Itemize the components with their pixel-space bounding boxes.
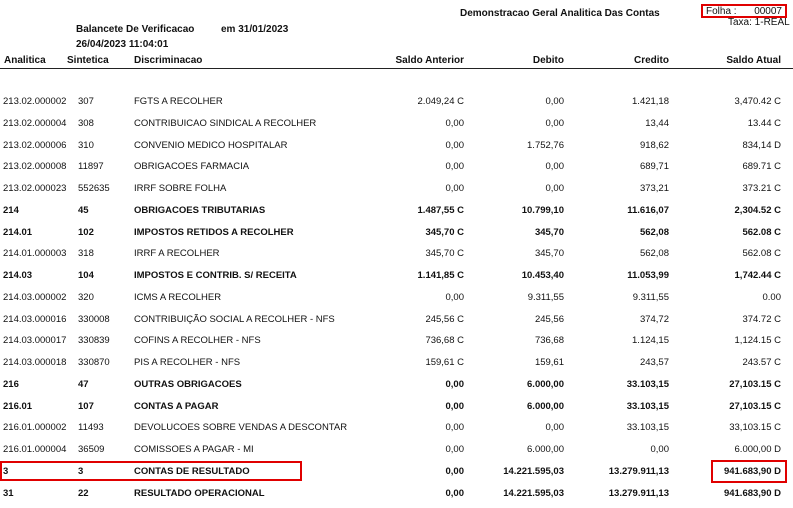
col-header-sintetica: Sintetica [67,55,109,66]
cell-saldo-anterior: 245,56 C [425,314,464,325]
cell-credito: 374,72 [639,314,669,325]
cell-credito: 13.279.911,13 [608,488,669,499]
cell-analitica: 213.02.000004 [3,118,67,129]
cell-discriminacao: IMPOSTOS RETIDOS A RECOLHER [134,227,294,238]
col-header-saldo-anterior: Saldo Anterior [395,55,464,66]
cell-saldo-anterior: 0,00 [445,183,464,194]
cell-saldo-atual: 834,14 D [742,140,781,151]
cell-credito: 13.279.911,13 [608,466,669,477]
cell-saldo-anterior: 0,00 [445,379,464,390]
cell-credito: 11.053,99 [627,270,669,281]
cell-saldo-atual: 374.72 C [742,314,781,325]
cell-saldo-atual: 562.08 C [742,248,781,259]
cell-discriminacao: OBRIGACOES FARMACIA [134,161,250,172]
cell-saldo-anterior: 1.141,85 C [417,270,464,281]
cell-saldo-anterior: 736,68 C [425,335,464,346]
cell-discriminacao: CONTRIBUIÇÃO SOCIAL A RECOLHER - NFS [134,314,335,325]
cell-debito: 9.311,55 [527,292,564,303]
page-number: 00007 [754,6,782,17]
table-row [0,483,793,505]
cell-credito: 243,57 [639,357,669,368]
cell-discriminacao: FGTS A RECOLHER [134,96,223,107]
cell-discriminacao: PIS A RECOLHER - NFS [134,357,241,368]
table-row [0,243,793,265]
cell-saldo-atual: 13.44 C [747,118,781,129]
page-label: Folha : [706,6,737,17]
cell-saldo-atual: 1,742.44 C [734,270,781,281]
col-header-debito: Debito [532,55,564,66]
reference-date: em 31/01/2023 [221,24,289,35]
col-header-discriminacao: Discriminacao [134,55,203,66]
cell-sintetica: 22 [78,488,89,499]
cell-saldo-atual: 941.683,90 D [723,488,781,499]
report-timestamp: 26/04/2023 11:04:01 [76,39,169,50]
cell-discriminacao: IMPOSTOS E CONTRIB. S/ RECEITA [134,270,297,281]
cell-analitica: 214.03.000018 [3,357,67,368]
cell-saldo-anterior: 1.487,55 C [417,205,464,216]
table-row [0,417,793,439]
cell-sintetica: 11897 [78,161,104,172]
cell-discriminacao: CONVENIO MEDICO HOSPITALAR [134,140,288,151]
cell-credito: 562,08 [639,248,669,259]
cell-debito: 10.453,40 [521,270,564,281]
cell-credito: 689,71 [639,161,669,172]
cell-sintetica: 36509 [78,444,105,455]
report-title: Demonstracao Geral Analitica Das Contas [460,8,660,19]
cell-saldo-anterior: 0,00 [445,140,464,151]
highlight-contas-resultado [0,461,302,481]
cell-credito: 562,08 [639,227,669,238]
cell-saldo-anterior: 2.049,24 C [417,96,464,107]
cell-credito: 33.103,15 [626,422,669,433]
cell-discriminacao: CONTRIBUICAO SINDICAL A RECOLHER [134,118,317,129]
report-name: Balancete De Verificacao [76,24,195,35]
cell-saldo-atual: 6.000,00 D [734,444,781,455]
cell-analitica: 3 [3,466,9,477]
cell-debito: 0,00 [545,422,564,433]
cell-debito: 345,70 [534,248,564,259]
cell-sintetica: 11493 [78,422,104,433]
cell-saldo-anterior: 0,00 [445,466,464,477]
header-divider [0,68,793,69]
cell-discriminacao: CONTAS A PAGAR [134,401,219,412]
cell-sintetica: 107 [78,401,94,412]
cell-debito: 159,61 [534,357,564,368]
cell-analitica: 214 [3,205,19,216]
cell-discriminacao: RESULTADO OPERACIONAL [134,488,265,499]
cell-saldo-atual: 562.08 C [742,227,781,238]
cell-analitica: 216.01.000002 [3,422,67,433]
cell-saldo-atual: 33,103.15 C [729,422,781,433]
cell-analitica: 214.01 [3,227,33,238]
cell-saldo-anterior: 159,61 C [425,357,464,368]
cell-analitica: 31 [3,488,14,499]
col-header-saldo-atual: Saldo Atual [726,55,781,66]
table-row [0,135,793,157]
cell-credito: 0,00 [650,444,669,455]
table-row [0,287,793,309]
table-row [0,200,793,222]
cell-saldo-atual: 2,304.52 C [734,205,781,216]
cell-analitica: 216.01 [3,401,33,412]
cell-debito: 10.799,10 [521,205,564,216]
cell-saldo-atual: 27,103.15 C [729,401,781,412]
cell-analitica: 213.02.000023 [3,183,67,194]
cell-discriminacao: DEVOLUCOES SOBRE VENDAS A DESCONTAR [134,422,348,433]
cell-sintetica: 308 [78,118,94,129]
cell-saldo-atual: 0.00 [762,292,781,303]
cell-debito: 1.752,76 [527,140,564,151]
cell-saldo-anterior: 0,00 [445,118,464,129]
cell-saldo-anterior: 0,00 [445,292,464,303]
cell-sintetica: 47 [78,379,89,390]
cell-discriminacao: OUTRAS OBRIGACOES [134,379,242,390]
cell-saldo-anterior: 0,00 [445,422,464,433]
cell-sintetica: 102 [78,227,94,238]
cell-analitica: 214.01.000003 [3,248,67,259]
table-row [0,113,793,135]
cell-sintetica: 330839 [78,335,110,346]
cell-debito: 0,00 [545,161,564,172]
cell-credito: 1.421,18 [632,96,669,107]
table-row [0,396,793,418]
cell-saldo-anterior: 0,00 [445,444,464,455]
cell-sintetica: 307 [78,96,94,107]
table-row [0,330,793,352]
cell-credito: 9.311,55 [632,292,669,303]
cell-sintetica: 330870 [78,357,110,368]
cell-sintetica: 3 [78,466,84,477]
cell-debito: 6.000,00 [527,379,564,390]
cell-saldo-anterior: 0,00 [445,401,464,412]
cell-saldo-atual: 689.71 C [742,161,781,172]
cell-credito: 11.616,07 [627,205,669,216]
table-row [0,178,793,200]
cell-analitica: 213.02.000006 [3,140,67,151]
table-row [0,374,793,396]
cell-credito: 1.124,15 [632,335,669,346]
cell-debito: 245,56 [534,314,564,325]
cell-analitica: 213.02.000008 [3,161,67,172]
cell-sintetica: 104 [78,270,94,281]
cell-sintetica: 318 [78,248,94,259]
table-row [0,91,793,113]
cell-sintetica: 320 [78,292,94,303]
cell-debito: 6.000,00 [527,401,564,412]
cell-discriminacao: OBRIGACOES TRIBUTARIAS [134,205,266,216]
cell-discriminacao: COMISSOES A PAGAR - MI [134,444,254,455]
table-row [0,309,793,331]
cell-saldo-anterior: 345,70 C [425,248,464,259]
cell-credito: 373,21 [639,183,669,194]
table-row [0,265,793,287]
cell-debito: 14.221.595,03 [503,488,564,499]
cell-sintetica: 310 [78,140,94,151]
cell-analitica: 214.03 [3,270,33,281]
page-number-box [701,4,787,18]
cell-credito: 13,44 [645,118,669,129]
cell-analitica: 214.03.000017 [3,335,67,346]
cell-saldo-atual: 27,103.15 C [729,379,781,390]
cell-credito: 33.103,15 [626,401,669,412]
cell-saldo-anterior: 0,00 [445,161,464,172]
cell-discriminacao: COFINS A RECOLHER - NFS [134,335,261,346]
cell-saldo-atual: 373.21 C [742,183,781,194]
cell-credito: 33.103,15 [626,379,669,390]
cell-analitica: 216.01.000004 [3,444,67,455]
cell-debito: 6.000,00 [527,444,564,455]
cell-sintetica: 330008 [78,314,110,325]
cell-debito: 345,70 [534,227,564,238]
cell-saldo-atual: 243.57 C [742,357,781,368]
cell-sintetica: 45 [78,205,89,216]
cell-saldo-atual: 1,124.15 C [734,335,781,346]
cell-debito: 0,00 [545,118,564,129]
table-row [0,352,793,374]
cell-saldo-anterior: 345,70 C [425,227,464,238]
cell-discriminacao: IRRF SOBRE FOLHA [134,183,227,194]
col-header-analitica: Analitica [4,55,46,66]
cell-debito: 14.221.595,03 [503,466,564,477]
col-header-credito: Credito [634,55,669,66]
cell-credito: 918,62 [639,140,669,151]
table-row [0,156,793,178]
cell-discriminacao: ICMS A RECOLHER [134,292,222,303]
cell-analitica: 213.02.000002 [3,96,67,107]
cell-analitica: 214.03.000002 [3,292,67,303]
cell-debito: 0,00 [545,183,564,194]
cell-discriminacao: CONTAS DE RESULTADO [134,466,250,477]
table-row [0,222,793,244]
cell-analitica: 214.03.000016 [3,314,67,325]
currency-rate: Taxa: 1-REAL [728,17,790,28]
cell-sintetica: 552635 [78,183,110,194]
cell-discriminacao: IRRF A RECOLHER [134,248,220,259]
cell-saldo-anterior: 0,00 [445,488,464,499]
highlight-saldo-atual [711,460,787,483]
table-row [0,439,793,461]
cell-saldo-atual: 941.683,90 D [723,466,781,477]
cell-analitica: 216 [3,379,19,390]
cell-saldo-atual: 3,470.42 C [734,96,781,107]
cell-debito: 736,68 [534,335,564,346]
cell-debito: 0,00 [545,96,564,107]
